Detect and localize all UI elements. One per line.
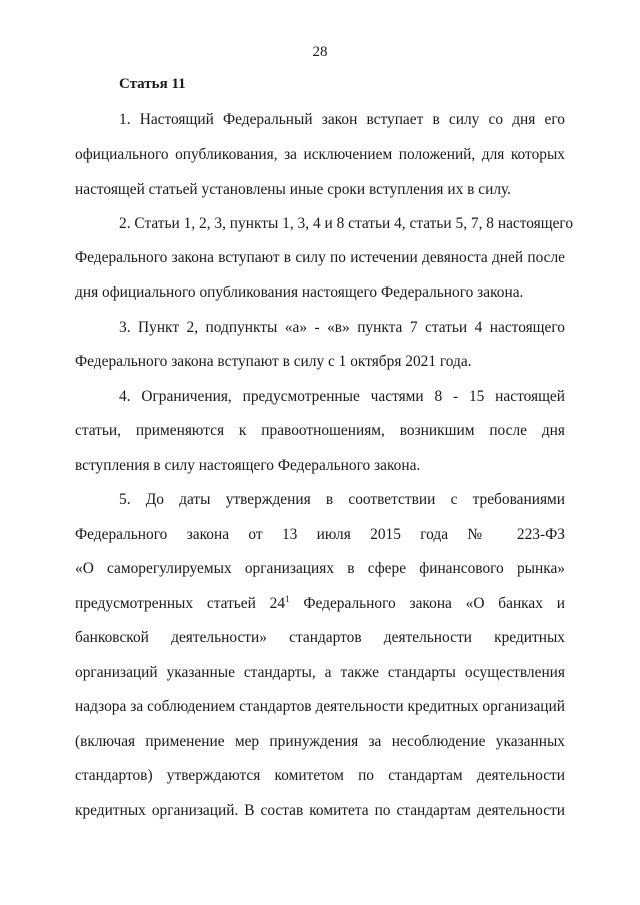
paragraph-5-line: (включая применение мер принуждения за несоблюдение указанных [75, 733, 565, 750]
paragraph-5-line: организаций указанные стандарты, а также стандарты осуществления [75, 664, 565, 681]
paragraph-4-line: вступления в силу настоящего Федерального закона. [75, 457, 421, 474]
paragraph-5-line: надзора за соблюдением стандартов деятельности кредитных организаций [75, 698, 565, 715]
paragraph-5-line: «О саморегулируемых организациях в сфере финансового рынка» [75, 560, 565, 577]
paragraph-1-line: 1. Настоящий Федеральный закон вступает в силу со дня его [119, 111, 565, 128]
paragraph-5-line: стандартов) утверждаются комитетом по стандартам деятельности [75, 767, 565, 784]
paragraph-3-line: 3. Пункт 2, подпункты «а» - «в» пункта 7 статьи 4 настоящего [119, 319, 565, 336]
paragraph-2-line: дня официального опубликования настоящего Федерального закона. [75, 284, 524, 301]
superscript: 1 [285, 594, 290, 604]
paragraph-5-line [75, 594, 565, 614]
paragraph-4-line: статьи, применяются к правоотношениям, возникшим после дня [75, 422, 565, 439]
paragraph-1-line: настоящей статьей установлены иные сроки вступления их в силу. [75, 181, 512, 198]
paragraph-2-line: 2. Статьи 1, 2, 3, пункты 1, 3, 4 и 8 статьи 4, статьи 5, 7, 8 настоящего [119, 215, 574, 232]
paragraph-4-line: 4. Ограничения, предусмотренные частями 8 - 15 настоящей [119, 388, 565, 405]
paragraph-5-line: кредитных организаций. В состав комитета по стандартам деятельности [75, 802, 565, 819]
paragraph-5-line: Федерального закона от 13 июля 2015 года № 223-ФЗ [75, 526, 565, 543]
page-number: 28 [312, 44, 328, 60]
paragraph-3-line: Федерального закона вступают в силу с 1 октября 2021 года. [75, 353, 472, 370]
paragraph-5-line: банковской деятельности» стандартов деятельности кредитных [75, 629, 565, 646]
paragraph-1-line: официального опубликования, за исключением положений, для которых [75, 146, 565, 163]
line-part: Федерального закона «О банках и [303, 595, 565, 612]
line-part: предусмотренных статьей 24 [75, 595, 286, 612]
article-heading: Статья 11 [119, 76, 186, 92]
paragraph-2-line: Федерального закона вступают в силу по истечении девяноста дней после [75, 249, 565, 266]
paragraph-5-line: 5. До даты утверждения в соответствии с требованиями [119, 491, 565, 508]
